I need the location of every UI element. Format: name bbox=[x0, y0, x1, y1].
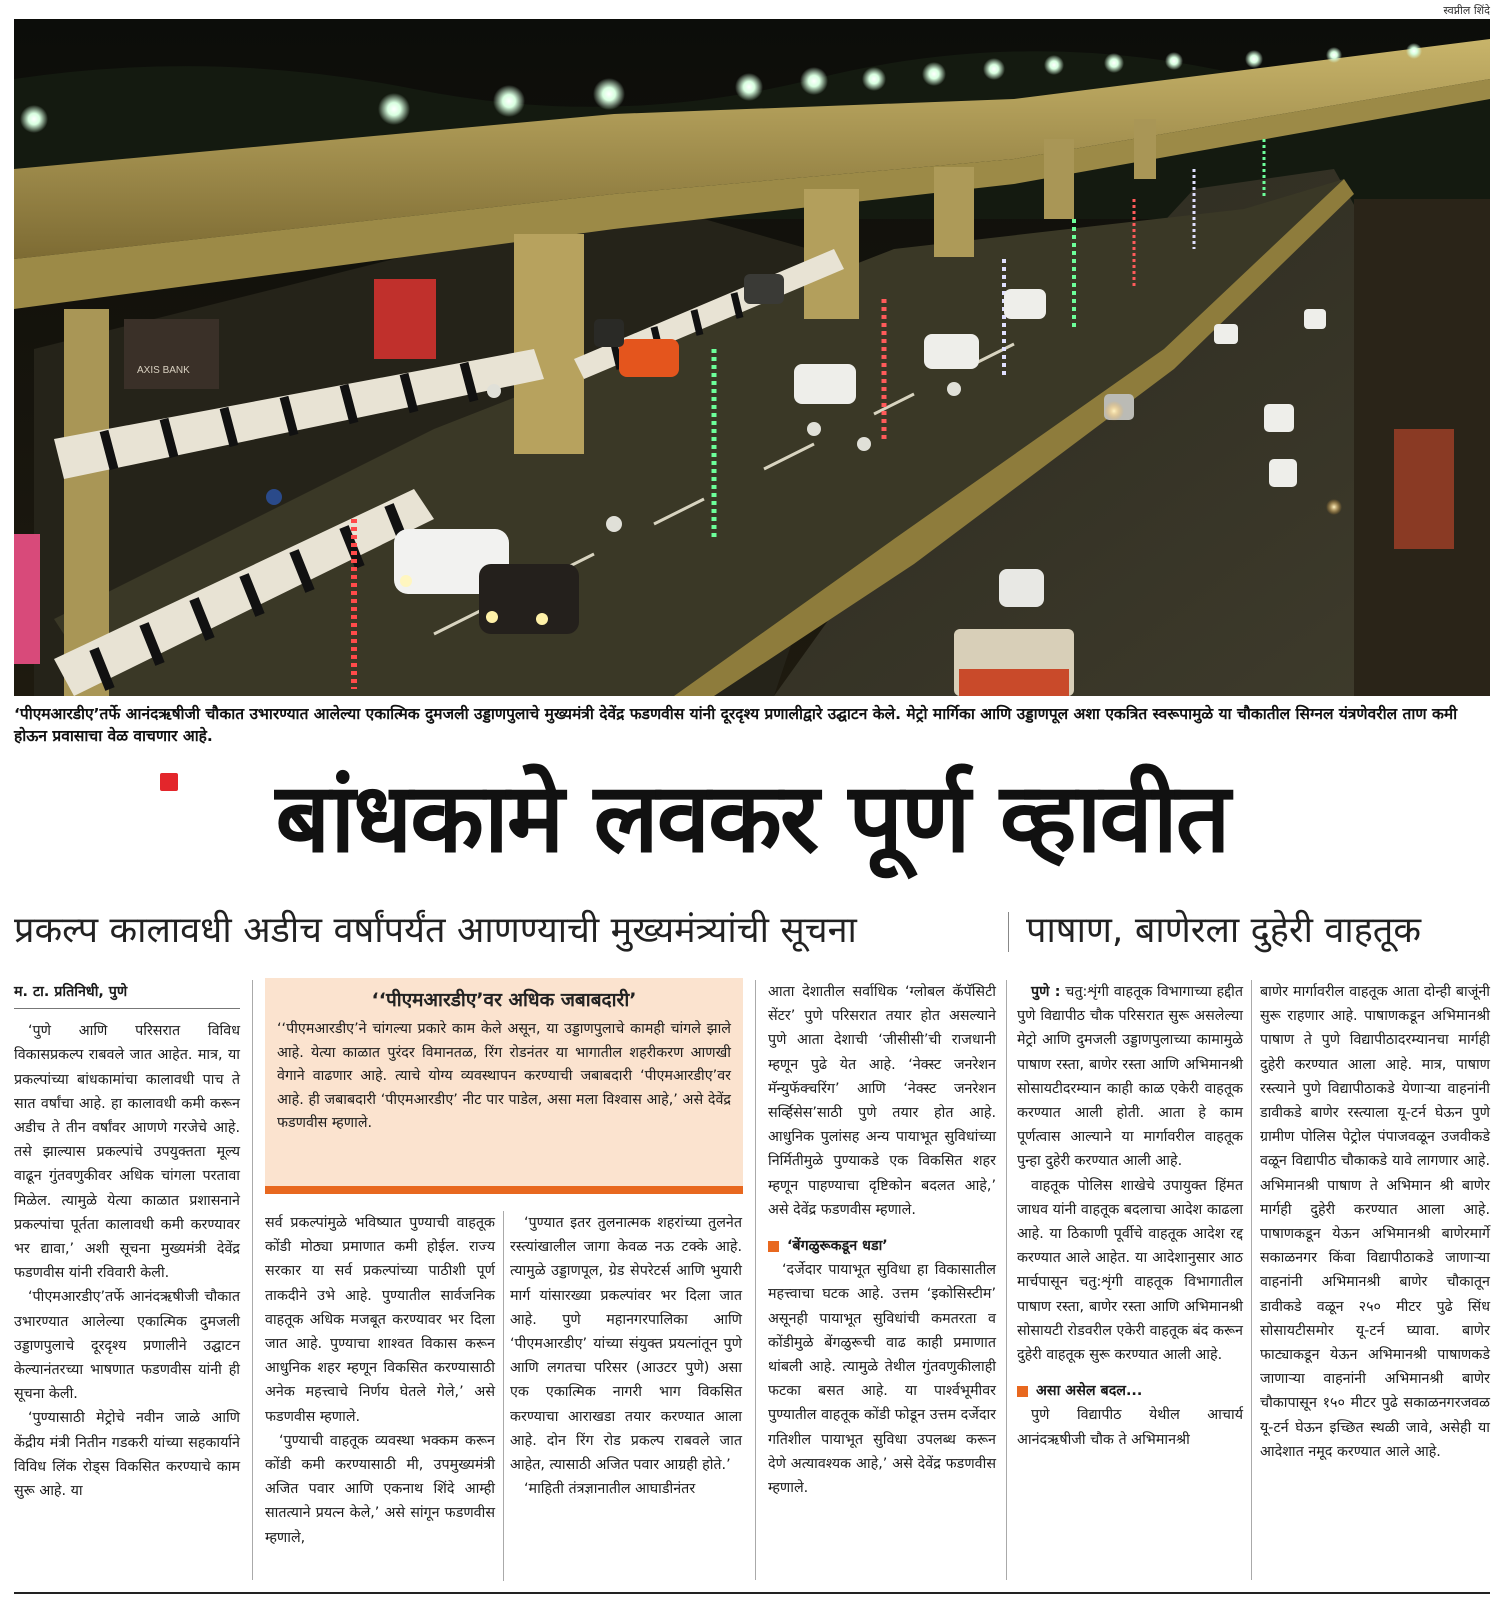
flyover-night-scene bbox=[14, 19, 1490, 696]
quote-box bbox=[265, 978, 743, 1194]
section-heading bbox=[1017, 1379, 1243, 1403]
bottom-rule bbox=[14, 1592, 1490, 1594]
paragraph: ‘दर्जेदार पायाभूत सुविधा हा विकासातील महत्त्वाचा घटक आहे. उत्तम ‘इकोसिस्टीम’ असूनही पायाभूत सुविधांची कमतरता व कोंडीमुळे बेंगळुरूची वाढ काही प्रमाणात थांबली आहे. त्यामुळे तेथील गुंतवणुकीलाही फटका बसत आहे. या पार्श्वभूमीवर पुण्यातील वाहतूक कोंडी फोडून उत्तम दर्जेदार गतिशील पायाभूत सुविधा उपलब्ध करून देणे अत्यावश्यक आहे,’ असे देवेंद्र फडणवीस म्हणाले. bbox=[768, 1262, 996, 1497]
paragraph-text: चतु:शृंगी वाहतूक विभागाच्या हद्दीत पुणे विद्यापीठ चौक परिसरात सुरू असलेल्या मेट्रो आणि दुमजली उड्डाणपुलाच्या कामामुळे पाषाण रस्ता, बाणेर रस्ता आणि अभिमानश्री सोसायटीदरम्यान काही काळ एकेरी वाहतूक करण्यात आली होती. आता हे काम पूर्णत्वास आल्याने या मार्गावरील वाहतूक पुन्हा दुहेरी करण्यात आली आहे. bbox=[1017, 984, 1244, 1170]
pillar bbox=[514, 234, 584, 454]
paragraph: आता देशातील सर्वाधिक ‘ग्लोबल कॅपॅसिटी सेंटर’ पुणे परिसरात तयार होत असल्याने पुणे आता देशाची ‘जीसीसी’ची राजधानी म्हणून पुढे येत आहे. ‘नेक्स्ट जनरेशन मॅन्युफॅक्चरिंग’ आणि ‘नेक्स्ट जनरेशन सर्व्हिसेस’साठी पुणे तयार होत आहे. आधुनिक पुलांसह अन्य पायाभूत सुविधांच्या निर्मितीमुळे पुण्याकडे एक विकसित शहर म्हणून पाहण्याचा दृष्टिकोन बदलत आहे,’ असे देवेंद्र फडणवीस म्हणाले. bbox=[768, 984, 996, 1218]
bank-sign-text: AXIS BANK bbox=[137, 365, 190, 376]
article-column-1 bbox=[14, 980, 240, 1503]
paragraph: सर्व प्रकल्पांमुळे भविष्यात पुण्याची वाहतूक कोंडी मोठ्या प्रमाणात कमी होईल. राज्य सरकार या सर्व प्रकल्पांच्या पाठीशी पूर्ण ताकदीने उभे आहे. पुण्यातील सार्वजनिक वाहतूक अधिक मजबूत करण्यावर भर दिला जात आहे. पुण्याचा शाश्वत विकास करून आधुनिक शहर म्हणून विकसित करण्यासाठी अनेक महत्त्वाचे निर्णय घेतले गेले,’ असे फडणवीस म्हणाले. bbox=[265, 1215, 495, 1425]
column-divider bbox=[252, 980, 253, 1580]
bullet-square-icon bbox=[1017, 1386, 1028, 1397]
bank-sign bbox=[124, 319, 219, 389]
paragraph: ‘पुणे आणि परिसरात विविध विकासप्रकल्प राबवले जात आहेत. मात्र, या प्रकल्पांच्या बांधकामांचा कालावधी पाच ते सात वर्षांचा आहे. हा कालावधी कमी करून अडीच ते तीन वर्षांवर आणणे गरजेचे आहे. तसे झाल्यास प्रकल्पांचे उपयुक्तता मूल्य वाढून गुंतवणुकीवर अधिक चांगला परतावा मिळेल. त्यामुळे येत्या काळात प्रशासनाने प्रकल्पांचा पूर्तता कालावधी कमी करण्यावर भर द्यावा,’ अशी सूचना मुख्यमंत्री देवेंद्र फडणवीस यांनी रविवारी केली. bbox=[14, 1023, 240, 1282]
quote-box-text: ‘‘पीएमआरडीए’ने चांगल्या प्रकारे काम केले असून, या उड्डाणपुलाचे कामही चांगले झाले आहे. येत्या काळात पुरंदर विमानतळ, रिंग रोडनंतर या भागातील शहरीकरण आणखी वेगाने वाढणार आहे. त्याचे योग्य व्यवस्थापन करण्याची जबाबदारी ‘पीएमआरडीए’वर आहे. ही जबाबदारी ‘पीएमआरडीए’ नीट पार पाडेल, असा मला विश्वास आहे,’ असे देवेंद्र फडणवीस म्हणाले. bbox=[277, 1021, 731, 1131]
subheadline-left: प्रकल्प कालावधी अडीच वर्षांपर्यंत आणण्याची मुख्यमंत्र्यांची सूचना bbox=[14, 910, 857, 951]
subheadline-divider bbox=[1008, 912, 1009, 952]
paragraph: ‘पीएमआरडीए’तर्फे आनंदऋषीजी चौकात उभारण्यात आलेल्या एकात्मिक दुमजली उड्डाणपुलाचे दूरदृश्य प्रणालीने उद्घाटन केल्यानंतरच्या भाषणात फडणवीस यांनी ही सूचना केली. bbox=[14, 1289, 240, 1403]
page-headline: बांधकामे लवकर पूर्ण व्हावीत bbox=[275, 762, 1229, 874]
billboard bbox=[374, 279, 436, 359]
paragraph: बाणेर मार्गावरील वाहतूक आता दोन्ही बाजूंनी सुरू राहणार आहे. पाषाणकडून अभिमानश्री पाषाण ते पुणे विद्यापीठादरम्यानचा मार्गही दुहेरी करण्यात आला आहे. मात्र, पाषाण रस्त्याने पुणे विद्यापीठाकडे येणाऱ्या वाहनांनी डावीकडे बाणेर रस्त्याला यू-टर्न घेऊन पुणे ग्रामीण पोलिस पेट्रोल पंपाजवळून उजवीकडे वळून विद्यापीठ चौकाकडे यावे लागणार आहे. अभिमानश्री पाषाण ते अभिमान श्री बाणेर मार्गही दुहेरी करण्यात आला आहे. पाषाणकडून येऊन अभिमानश्री बाणेरमार्गे सकाळनगर किंवा विद्यापीठाकडे जाणाऱ्या वाहनांनी अभिमानश्री बाणेर चौकातून डावीकडे वळून २५० मीटर पुढे सिंध सोसायटीसमोर यू-टर्न घ्यावा. बाणेर फाट्याकडून येऊन अभिमानश्री पाषाणकडे जाणाऱ्या वाहनांनी अभिमानश्री बाणेर चौकापासून १५० मीटर पुढे सकाळनगरजवळ यू-टर्न घेऊन इच्छित स्थळी जावे, असेही या आदेशात नमूद करण्यात आले आहे. bbox=[1260, 984, 1490, 1460]
subheadline-right: पाषाण, बाणेरला दुहेरी वाहतूक bbox=[1026, 910, 1421, 951]
photo-credit: स्वप्नील शिंदे bbox=[1443, 4, 1490, 17]
column-divider bbox=[503, 1211, 504, 1581]
paragraph bbox=[1017, 980, 1243, 1174]
column-divider bbox=[1006, 980, 1007, 1580]
section-heading bbox=[768, 1234, 996, 1258]
article-column-4 bbox=[768, 980, 996, 1500]
dateline: पुणे : bbox=[1031, 984, 1061, 1000]
paragraph: ‘पुण्यासाठी मेट्रोचे नवीन जाळे आणि केंद्रीय मंत्री नितीन गडकरी यांच्या सहकार्याने विविध लिंक रोड्स विकसित करण्याचे काम सुरू आहे. या bbox=[14, 1410, 240, 1500]
paragraph: ‘माहिती तंत्रज्ञानातील आघाडीनंतर bbox=[524, 1481, 696, 1498]
byline: म. टा. प्रतिनिधी, पुणे bbox=[14, 980, 240, 1009]
quote-box-title: ‘‘पीएमआरडीए’वर अधिक जबाबदारी’ bbox=[371, 989, 637, 1011]
photo-caption: ‘पीएमआरडीए’तर्फे आनंदऋषीजी चौकात उभारण्यात आलेल्या एकात्मिक दुमजली उड्डाणपुलाचे मुख्यमंत्री देवेंद्र फडणवीस यांनी दूरदृश्य प्रणालीद्वारे उद्घाटन केले. मेट्रो मार्गिका आणि उड्डाणपूल अशा एकत्रित स्वरूपामुळे या चौकातील सिग्नल यंत्रणेवरील ताण कमी होऊन प्रवासाचा वेळ वाचणार आहे. bbox=[14, 705, 1458, 745]
article-column-3 bbox=[510, 1211, 742, 1501]
section-heading-text: ‘बेंगळुरूकडून धडा’ bbox=[787, 1238, 888, 1255]
paragraph: पुणे विद्यापीठ येथील आचार्य आनंदऋषीजी चौक ते अभिमानश्री bbox=[1017, 1407, 1243, 1448]
paragraph: ‘पुण्याची वाहतूक व्यवस्था भक्कम करून कोंडी कमी करण्यासाठी मी, उपमुख्यमंत्री अजित पवार आणि एकनाथ शिंदे आम्ही सातत्याने प्रयत्न केले,’ असे सांगून फडणवीस म्हणाले, bbox=[265, 1432, 495, 1546]
article-column-6 bbox=[1260, 980, 1490, 1464]
column-divider bbox=[1251, 980, 1252, 1580]
paragraph: ‘पुण्यात इतर तुलनात्मक शहरांच्या तुलनेत रस्त्यांखालील जागा केवळ नऊ टक्के आहे. त्यामुळे उड्डाणपूल, ग्रेड सेपरेटर्स आणि भुयारी मार्ग यांसारख्या प्रकल्पांवर भर दिला जात आहे. पुणे महानगरपालिका आणि ‘पीएमआरडीए’ यांच्या संयुक्त प्रयत्नांतून पुणे आणि लगतचा परिसर (आउटर पुणे) असा एक एकात्मिक नागरी भाग विकसित करण्याचा आराखडा तयार करण्यात आला आहे. दोन रिंग रोड प्रकल्प राबवले जात आहेत, त्यासाठी अजित पवार आग्रही होते.’ bbox=[510, 1215, 742, 1474]
pillar bbox=[1044, 139, 1074, 219]
column-divider bbox=[755, 980, 756, 1580]
paragraph: वाहतूक पोलिस शाखेचे उपायुक्त हिंमत जाधव यांनी वाहतूक बदलाचा आदेश काढला आहे. या ठिकाणी पूर्वीचे वाहतूक आदेश रद्द करण्यात आले आहेत. या आदेशानुसार आठ मार्चपासून चतु:शृंगी वाहतूक विभागातील पाषाण रस्ता, बाणेर रस्ता आणि अभिमानश्री सोसायटी रोडवरील एकेरी वाहतूक बंद करून दुहेरी वाहतूक सुरू करण्यात आली आहे. bbox=[1017, 1177, 1243, 1364]
article-column-2 bbox=[265, 1211, 495, 1550]
pillar bbox=[1134, 119, 1156, 179]
section-heading-text: असा असेल बदल... bbox=[1036, 1383, 1143, 1400]
pillar bbox=[934, 167, 974, 257]
bullet-square-icon bbox=[768, 1241, 779, 1252]
flyover-photo bbox=[14, 19, 1490, 696]
article-column-5 bbox=[1017, 980, 1243, 1452]
